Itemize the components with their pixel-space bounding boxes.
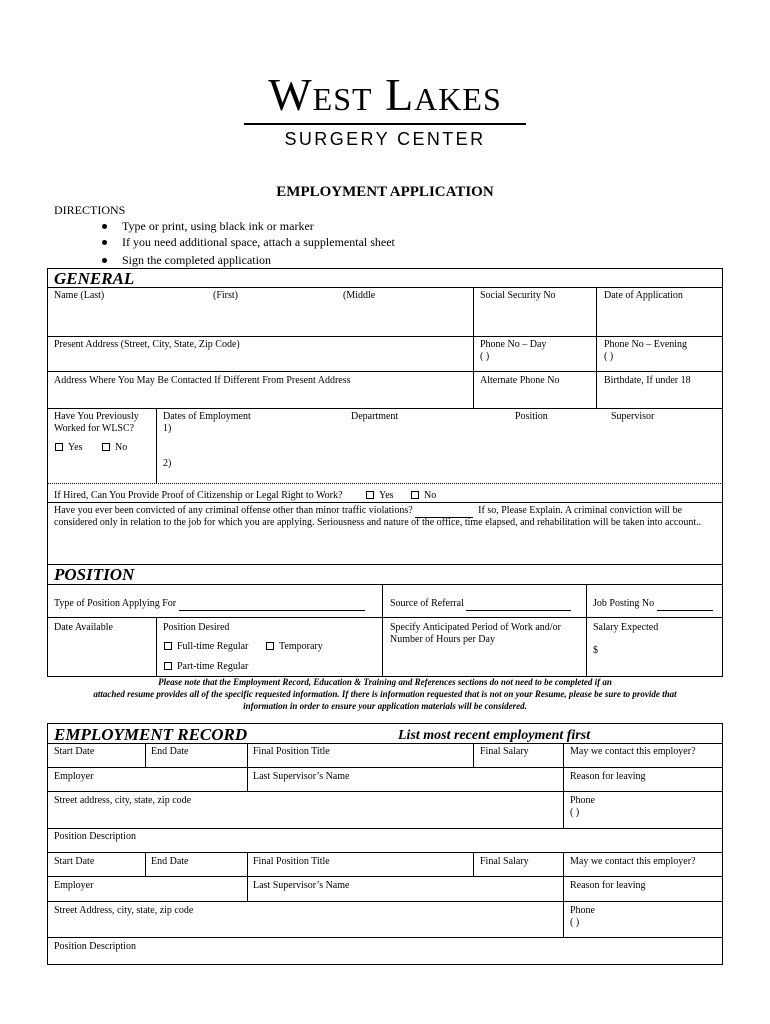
job-posting-text: Job Posting No (593, 598, 655, 609)
employment-section (47, 723, 723, 965)
alt-address-field[interactable] (48, 388, 473, 406)
contact-employer-label: May we contact this employer? (570, 746, 696, 757)
contact-employer-label: May we contact this employer? (570, 856, 696, 867)
phone-evening-label: Phone No – Evening (604, 339, 688, 350)
prev-worked-yes[interactable] (55, 442, 83, 454)
checkbox-icon[interactable] (164, 642, 172, 650)
divider (586, 584, 587, 617)
divider (382, 617, 383, 676)
divider (145, 743, 146, 767)
position-title: POSITION (54, 565, 135, 584)
divider (47, 483, 723, 484)
ssn-label: Social Security No (480, 290, 556, 301)
divider (47, 767, 723, 768)
phone-day-label: Phone No – Day (480, 339, 547, 350)
divider (47, 876, 723, 877)
entry-1-label: 1) (163, 423, 172, 434)
divider (596, 287, 597, 408)
final-salary-label: Final Salary (480, 746, 529, 757)
temporary-option[interactable] (266, 641, 323, 653)
directions-heading: DIRECTIONS (54, 203, 126, 217)
fulltime-label: Full-time Regular (177, 641, 249, 652)
start-date-label: Start Date (54, 746, 95, 757)
bullet-icon (102, 240, 107, 245)
divider (47, 852, 723, 853)
divider (47, 791, 723, 792)
date-available-label: Date Available (54, 622, 113, 633)
supervisor-label: Supervisor (611, 411, 655, 422)
divider (47, 287, 723, 288)
position-type-field[interactable] (179, 598, 365, 611)
logo-divider (244, 123, 526, 125)
address-field[interactable] (48, 352, 473, 370)
ssn-field[interactable] (474, 303, 596, 335)
divider (47, 901, 723, 902)
phone-paren: ( ) (570, 917, 580, 928)
yes-label: Yes (379, 490, 394, 501)
end-date-label: End Date (151, 746, 189, 757)
position-desired-label: Position Desired (163, 622, 230, 633)
checkbox-icon[interactable] (366, 491, 374, 499)
prev-worked-label: Have You Previously (54, 411, 139, 422)
divider (563, 852, 564, 937)
conviction-note: considered only in relation to the job for which you are applying. Seriousness and nature of the office, time elapsed, and rehabilitation will be taken into account.. (54, 517, 702, 528)
position-label: Position (515, 411, 548, 422)
citizenship-yes[interactable] (366, 490, 394, 502)
position-section (47, 564, 723, 677)
position-description-label: Position Description (54, 941, 136, 952)
conviction-question: Have you ever been convicted of any criminal offense other than minor traffic violations? (54, 505, 413, 516)
employment-subtitle: List most recent employment first (398, 728, 591, 743)
divider (47, 937, 723, 938)
fulltime-option[interactable] (164, 641, 248, 653)
temporary-label: Temporary (279, 641, 323, 652)
name-last-label: Name (Last) (54, 290, 105, 301)
divider (382, 584, 383, 617)
resume-note-2: attached resume provides all of the specific requested information. If there is information requested that is not on your Resume, please be sure to provide that (93, 689, 677, 699)
divider (473, 852, 474, 876)
birthdate-label: Birthdate, If under 18 (604, 375, 691, 386)
divider (47, 584, 723, 585)
salary-label: Salary Expected (593, 622, 659, 633)
citizenship-no[interactable] (411, 490, 436, 502)
reason-leaving-label: Reason for leaving (570, 880, 646, 891)
divider (47, 336, 723, 337)
alt-phone-label: Alternate Phone No (480, 375, 560, 386)
divider (563, 743, 564, 828)
prev-worked-label-2: Worked for WLSC? (54, 423, 135, 434)
yes-label: Yes (68, 442, 83, 453)
hours-label: Specify Anticipated Period of Work and/or (390, 622, 561, 633)
referral-text: Source of Referral (390, 598, 464, 609)
employer-label: Employer (54, 880, 94, 891)
phone-paren: ( ) (570, 807, 580, 818)
divider (47, 502, 723, 503)
resume-note: Please note that the Employment Record, Education & Training and References sections do not need to be completed if an (158, 677, 612, 687)
date-application-field[interactable] (597, 303, 722, 335)
prev-worked-no[interactable] (102, 442, 127, 454)
checkbox-icon[interactable] (55, 443, 63, 451)
reason-leaving-label: Reason for leaving (570, 771, 646, 782)
referral-label (390, 598, 571, 611)
divider (47, 408, 723, 409)
conviction-explain-field[interactable] (48, 530, 722, 563)
resume-note-3: information in order to ensure your application materials will be considered. (243, 701, 527, 711)
department-label: Department (351, 411, 399, 422)
job-posting-field[interactable] (657, 598, 713, 611)
final-title-label: Final Position Title (253, 746, 330, 757)
phone-evening-paren: ( ) (604, 351, 614, 362)
divider (145, 852, 146, 876)
checkbox-icon[interactable] (164, 662, 172, 670)
final-title-label: Final Position Title (253, 856, 330, 867)
name-first-label: (First) (213, 290, 238, 301)
salary-dollar: $ (593, 645, 598, 656)
bullet-icon (102, 224, 107, 229)
divider (156, 408, 157, 483)
page-title: EMPLOYMENT APPLICATION (276, 184, 494, 200)
name-field[interactable] (48, 303, 473, 335)
divider (473, 743, 474, 767)
divider (47, 828, 723, 829)
logo-subtitle: SURGERY CENTER (284, 129, 486, 149)
conviction-explain: If so, Please Explain. A criminal conviction will be (478, 505, 683, 516)
divider (586, 617, 587, 676)
no-label: No (115, 442, 128, 453)
divider (473, 287, 474, 408)
citizenship-label: If Hired, Can You Provide Proof of Citizenship or Legal Right to Work? (54, 490, 343, 501)
street-address-label: Street Address, city, state, zip code (54, 905, 194, 916)
bullet-icon (102, 258, 107, 263)
alt-address-label: Address Where You May Be Contacted If Different From Present Address (54, 375, 351, 386)
phone-label: Phone (570, 905, 595, 916)
divider (47, 371, 723, 372)
divider (47, 617, 723, 618)
logo-name: West Lakes (268, 69, 502, 120)
direction-item: Type or print, using black ink or marker (122, 219, 314, 233)
address-label: Present Address (Street, City, State, Zip Code) (54, 339, 240, 350)
general-title: GENERAL (54, 269, 135, 288)
referral-field[interactable] (466, 598, 571, 611)
end-date-label: End Date (151, 856, 189, 867)
checkbox-icon[interactable] (266, 642, 274, 650)
direction-item: Sign the completed application (122, 253, 271, 267)
entry-2-label: 2) (163, 458, 172, 469)
direction-item: If you need additional space, attach a supplemental sheet (122, 235, 395, 249)
checkbox-icon[interactable] (411, 491, 419, 499)
no-label: No (424, 490, 437, 501)
divider (47, 743, 723, 744)
date-application-label: Date of Application (604, 290, 683, 301)
phone-label: Phone (570, 795, 595, 806)
supervisor-name-label: Last Supervisor’s Name (253, 880, 350, 891)
street-address-label: Street address, city, state, zip code (54, 795, 192, 806)
supervisor-name-label: Last Supervisor’s Name (253, 771, 350, 782)
position-type-text: Type of Position Applying For (54, 598, 177, 609)
parttime-option[interactable] (164, 661, 248, 673)
dates-employment-label: Dates of Employment (163, 411, 251, 422)
position-type-label (54, 598, 365, 611)
divider (156, 617, 157, 676)
parttime-label: Part-time Regular (177, 661, 249, 672)
phone-day-paren: ( ) (480, 351, 490, 362)
checkbox-icon[interactable] (102, 443, 110, 451)
name-middle-label: (Middle (343, 290, 376, 301)
employer-label: Employer (54, 771, 94, 782)
job-posting-label (593, 598, 713, 611)
final-salary-label: Final Salary (480, 856, 529, 867)
position-description-label: Position Description (54, 831, 136, 842)
employment-title: EMPLOYMENT RECORD (54, 725, 248, 744)
start-date-label: Start Date (54, 856, 95, 867)
hours-label-2: Number of Hours per Day (390, 634, 495, 645)
